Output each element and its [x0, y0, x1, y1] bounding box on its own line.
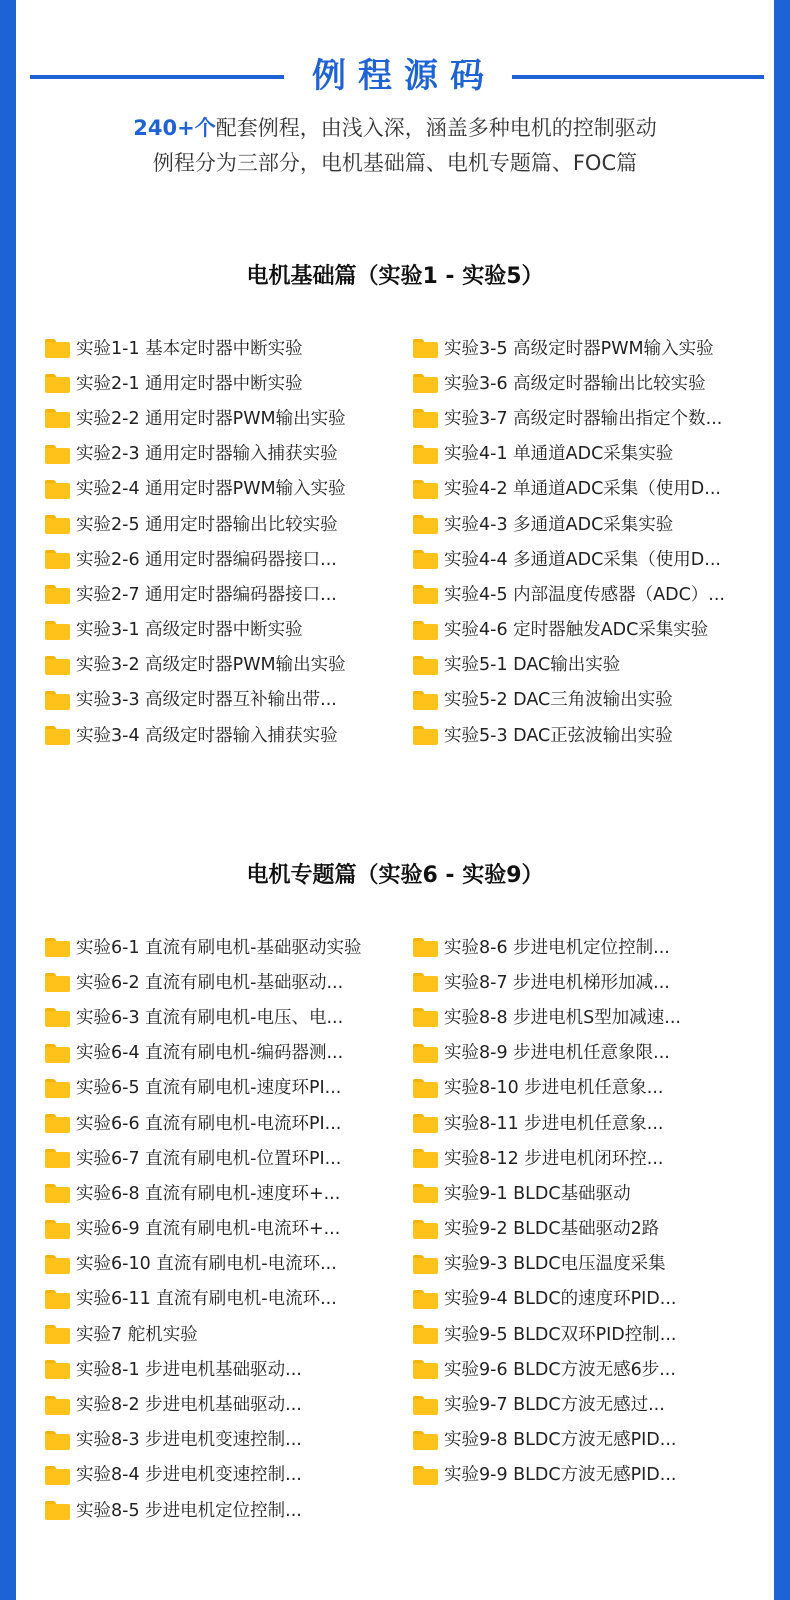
folder-label: 实验6-6 直流有刷电机-电流环PI... — [76, 1113, 342, 1134]
folder-item[interactable] — [45, 1387, 397, 1422]
folder-item[interactable] — [413, 1423, 763, 1458]
folder-item[interactable] — [413, 1036, 763, 1071]
folder-item[interactable] — [45, 1176, 397, 1211]
folder-label: 实验9-4 BLDC的速度环PID... — [444, 1289, 677, 1310]
folder-label: 实验4-6 定时器触发ADC采集实验 — [444, 620, 709, 641]
page-title: 例程源码 — [312, 56, 496, 96]
folder-item[interactable] — [413, 1352, 763, 1387]
folder-label: 实验8-12 步进电机闭环控... — [444, 1148, 664, 1169]
folder-item[interactable] — [413, 965, 763, 1000]
folder-label: 实验5-1 DAC输出实验 — [444, 655, 621, 676]
folder-icon — [413, 1184, 438, 1203]
folder-icon — [413, 621, 438, 640]
folder-item[interactable] — [45, 507, 397, 542]
folder-icon — [45, 585, 70, 604]
folder-item[interactable] — [45, 1071, 397, 1106]
folder-item[interactable] — [45, 683, 397, 718]
file-column-right — [413, 331, 763, 753]
intro-line-1-text: 配套例程，由浅入深，涵盖多种电机的控制驱动 — [215, 116, 657, 140]
folder-item[interactable] — [45, 1141, 397, 1176]
folder-label: 实验6-7 直流有刷电机-位置环PI... — [76, 1148, 342, 1169]
folder-icon — [45, 691, 70, 710]
folder-label: 实验5-3 DAC正弦波输出实验 — [444, 725, 673, 746]
page — [16, 0, 774, 1600]
folder-label: 实验5-2 DAC三角波输出实验 — [444, 690, 673, 711]
folder-label: 实验6-2 直流有刷电机-基础驱动... — [76, 972, 344, 993]
folder-icon — [413, 1079, 438, 1098]
folder-item[interactable] — [413, 1247, 763, 1282]
folder-item[interactable] — [413, 1282, 763, 1317]
folder-icon — [45, 1431, 70, 1450]
folder-icon — [45, 1008, 70, 1027]
folder-label: 实验9-3 BLDC电压温度采集 — [444, 1254, 666, 1275]
folder-icon — [413, 585, 438, 604]
folder-label: 实验2-2 通用定时器PWM输出实验 — [76, 408, 346, 429]
folder-label: 实验9-9 BLDC方波无感PID... — [444, 1465, 677, 1486]
folder-label: 实验6-3 直流有刷电机-电压、电... — [76, 1007, 344, 1028]
folder-icon — [45, 480, 70, 499]
title-row — [16, 48, 774, 104]
folder-icon — [413, 515, 438, 534]
folder-label: 实验8-6 步进电机定位控制... — [444, 937, 670, 958]
folder-item[interactable] — [413, 718, 763, 753]
file-column-left — [45, 331, 397, 753]
folder-icon — [45, 621, 70, 640]
folder-icon — [45, 1255, 70, 1274]
file-column-left — [45, 930, 397, 1528]
folder-item[interactable] — [45, 1352, 397, 1387]
folder-label: 实验3-1 高级定时器中断实验 — [76, 620, 303, 641]
folder-icon — [413, 409, 438, 428]
folder-label: 实验6-11 直流有刷电机-电流环... — [76, 1289, 337, 1310]
folder-label: 实验2-3 通用定时器输入捕获实验 — [76, 444, 338, 465]
folder-item[interactable] — [45, 1212, 397, 1247]
folder-item[interactable] — [45, 613, 397, 648]
folder-icon — [413, 1008, 438, 1027]
folder-label: 实验6-5 直流有刷电机-速度环PI... — [76, 1078, 342, 1099]
folder-icon — [45, 550, 70, 569]
folder-icon — [45, 1396, 70, 1415]
folder-icon — [413, 1325, 438, 1344]
folder-item[interactable] — [413, 472, 763, 507]
folder-icon — [45, 1360, 70, 1379]
folder-icon — [413, 691, 438, 710]
folder-item[interactable] — [45, 1282, 397, 1317]
folder-icon — [45, 938, 70, 957]
folder-label: 实验4-2 单通道ADC采集（使用D... — [444, 479, 721, 500]
folder-label: 实验9-6 BLDC方波无感6步... — [444, 1359, 676, 1380]
folder-item[interactable] — [45, 472, 397, 507]
folder-item[interactable] — [45, 577, 397, 612]
folder-label: 实验8-3 步进电机变速控制... — [76, 1430, 302, 1451]
folder-icon — [413, 1290, 438, 1309]
folder-label: 实验9-7 BLDC方波无感过... — [444, 1395, 665, 1416]
folder-icon — [45, 515, 70, 534]
folder-label: 实验9-2 BLDC基础驱动2路 — [444, 1219, 660, 1240]
folder-item[interactable] — [45, 930, 397, 965]
folder-item[interactable] — [413, 401, 763, 436]
folder-label: 实验8-9 步进电机任意象限... — [444, 1043, 670, 1064]
folder-item[interactable] — [413, 437, 763, 472]
folder-icon — [45, 1184, 70, 1203]
folder-label: 实验8-4 步进电机变速控制... — [76, 1465, 302, 1486]
folder-label: 实验3-2 高级定时器PWM输出实验 — [76, 655, 346, 676]
folder-icon — [45, 1149, 70, 1168]
folder-label: 实验2-7 通用定时器编码器接口... — [76, 584, 337, 605]
folder-icon — [45, 1079, 70, 1098]
folder-label: 实验8-5 步进电机定位控制... — [76, 1500, 302, 1521]
folder-item[interactable] — [45, 965, 397, 1000]
folder-icon — [413, 550, 438, 569]
folder-icon — [413, 938, 438, 957]
folder-label: 实验4-4 多通道ADC采集（使用D... — [444, 549, 721, 570]
folder-icon — [45, 1325, 70, 1344]
folder-label: 实验8-2 步进电机基础驱动... — [76, 1395, 302, 1416]
folder-item[interactable] — [413, 507, 763, 542]
folder-item[interactable] — [45, 437, 397, 472]
folder-icon — [413, 1431, 438, 1450]
folder-item[interactable] — [413, 1176, 763, 1211]
folder-item[interactable] — [45, 331, 397, 366]
folder-icon — [45, 656, 70, 675]
folder-item[interactable] — [413, 683, 763, 718]
folder-label: 实验2-5 通用定时器输出比较实验 — [76, 514, 338, 535]
folder-label: 实验6-9 直流有刷电机-电流环+... — [76, 1219, 341, 1240]
folder-icon — [413, 656, 438, 675]
folder-label: 实验2-4 通用定时器PWM输入实验 — [76, 479, 346, 500]
section-title-basic: 电机基础篇（实验1 - 实验5） — [246, 264, 544, 289]
folder-item[interactable] — [45, 648, 397, 683]
folder-icon — [45, 1044, 70, 1063]
folder-label: 实验4-1 单通道ADC采集实验 — [444, 444, 674, 465]
folder-item[interactable] — [45, 1247, 397, 1282]
folder-item[interactable] — [413, 1212, 763, 1247]
folder-item[interactable] — [45, 718, 397, 753]
folder-label: 实验2-1 通用定时器中断实验 — [76, 373, 303, 394]
folder-item[interactable] — [413, 648, 763, 683]
folder-item[interactable] — [413, 1458, 763, 1493]
folder-icon — [45, 1114, 70, 1133]
folder-label: 实验9-1 BLDC基础驱动 — [444, 1183, 631, 1204]
folder-item[interactable] — [45, 1106, 397, 1141]
folder-icon — [413, 339, 438, 358]
folder-icon — [45, 726, 70, 745]
folder-label: 实验3-6 高级定时器输出比较实验 — [444, 373, 706, 394]
folder-icon — [413, 726, 438, 745]
folder-icon — [413, 1220, 438, 1239]
title-divider-right — [512, 75, 764, 79]
intro-line-2: 例程分为三部分，电机基础篇、电机专题篇、FOC篇 — [152, 151, 638, 175]
folder-item[interactable] — [413, 366, 763, 401]
folder-label: 实验3-3 高级定时器互补输出带... — [76, 690, 337, 711]
folder-item[interactable] — [45, 542, 397, 577]
folder-icon — [413, 1149, 438, 1168]
title-divider-left — [30, 75, 284, 79]
folder-label: 实验9-8 BLDC方波无感PID... — [444, 1430, 677, 1451]
folder-item[interactable] — [413, 1317, 763, 1352]
folder-label: 实验8-8 步进电机S型加减速... — [444, 1007, 681, 1028]
folder-label: 实验8-7 步进电机梯形加减... — [444, 972, 670, 993]
folder-icon — [413, 1044, 438, 1063]
folder-icon — [413, 374, 438, 393]
folder-item[interactable] — [413, 1387, 763, 1422]
folder-label: 实验4-3 多通道ADC采集实验 — [444, 514, 674, 535]
folder-icon — [45, 1290, 70, 1309]
folder-item[interactable] — [45, 366, 397, 401]
folder-label: 实验6-8 直流有刷电机-速度环+... — [76, 1183, 341, 1204]
folder-label: 实验4-5 内部温度传感器（ADC）... — [444, 584, 725, 605]
folder-item[interactable] — [45, 1458, 397, 1493]
folder-item[interactable] — [413, 613, 763, 648]
folder-icon — [45, 339, 70, 358]
folder-icon — [45, 973, 70, 992]
folder-icon — [413, 1396, 438, 1415]
folder-item[interactable] — [45, 1036, 397, 1071]
section-title-special: 电机专题篇（实验6 - 实验9） — [246, 863, 544, 888]
folder-item[interactable] — [413, 1071, 763, 1106]
folder-item[interactable] — [413, 331, 763, 366]
folder-item[interactable] — [45, 1493, 397, 1528]
folder-icon — [45, 445, 70, 464]
folder-icon — [413, 973, 438, 992]
folder-icon — [45, 409, 70, 428]
folder-item[interactable] — [45, 1000, 397, 1035]
folder-item[interactable] — [413, 542, 763, 577]
file-column-right — [413, 930, 763, 1493]
folder-item[interactable] — [45, 1317, 397, 1352]
folder-label: 实验8-11 步进电机任意象... — [444, 1113, 664, 1134]
folder-icon — [45, 1220, 70, 1239]
folder-icon — [413, 1114, 438, 1133]
folder-label: 实验6-10 直流有刷电机-电流环... — [76, 1254, 337, 1275]
folder-label: 实验8-1 步进电机基础驱动... — [76, 1359, 302, 1380]
folder-label: 实验7 舵机实验 — [76, 1324, 198, 1345]
folder-item[interactable] — [413, 1106, 763, 1141]
folder-item[interactable] — [45, 1423, 397, 1458]
folder-icon — [413, 1466, 438, 1485]
folder-label: 实验1-1 基本定时器中断实验 — [76, 338, 303, 359]
folder-label: 实验9-5 BLDC双环PID控制... — [444, 1324, 677, 1345]
folder-label: 实验8-10 步进电机任意象... — [444, 1078, 664, 1099]
folder-item[interactable] — [45, 401, 397, 436]
folder-icon — [413, 445, 438, 464]
folder-icon — [413, 480, 438, 499]
folder-icon — [413, 1360, 438, 1379]
folder-item[interactable] — [413, 1141, 763, 1176]
folder-label: 实验3-5 高级定时器PWM输入实验 — [444, 338, 714, 359]
folder-item[interactable] — [413, 930, 763, 965]
folder-icon — [45, 1501, 70, 1520]
folder-icon — [45, 374, 70, 393]
folder-label: 实验2-6 通用定时器编码器接口... — [76, 549, 337, 570]
intro-line-1 — [16, 112, 774, 142]
folder-label: 实验3-4 高级定时器输入捕获实验 — [76, 725, 338, 746]
folder-item[interactable] — [413, 577, 763, 612]
folder-label: 实验6-1 直流有刷电机-基础驱动实验 — [76, 937, 362, 958]
intro-highlight: 240+个 — [133, 116, 216, 140]
folder-label: 实验6-4 直流有刷电机-编码器测... — [76, 1043, 344, 1064]
folder-icon — [413, 1255, 438, 1274]
folder-icon — [45, 1466, 70, 1485]
folder-label: 实验3-7 高级定时器输出指定个数... — [444, 408, 723, 429]
folder-item[interactable] — [413, 1000, 763, 1035]
